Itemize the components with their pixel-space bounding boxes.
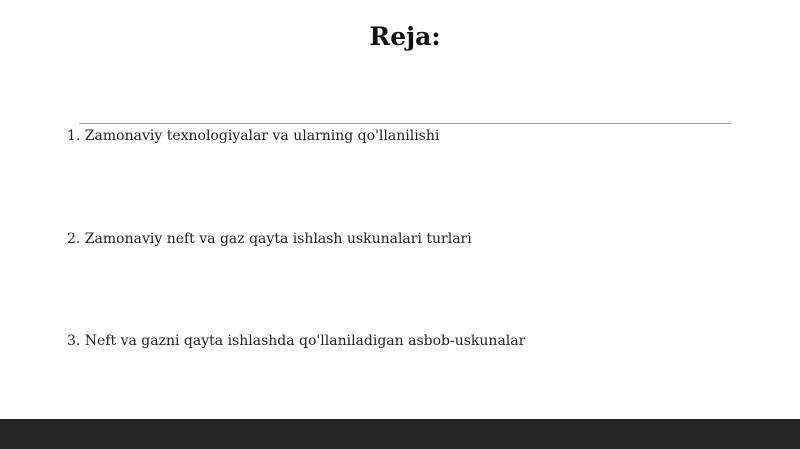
- plan-item-1: 1. Zamonaviy texnologiyalar va ularning qo'llanilishi: [67, 128, 440, 144]
- title-divider: [79, 123, 732, 124]
- plan-item-3: 3. Neft va gazni qayta ishlashda qo'llaniladigan asbob-uskunalar: [67, 333, 526, 349]
- bottom-bar: [0, 419, 800, 449]
- slide-title: Reja:: [369, 22, 441, 51]
- plan-item-2: 2. Zamonaviy neft va gaz qayta ishlash uskunalari turlari: [67, 231, 472, 247]
